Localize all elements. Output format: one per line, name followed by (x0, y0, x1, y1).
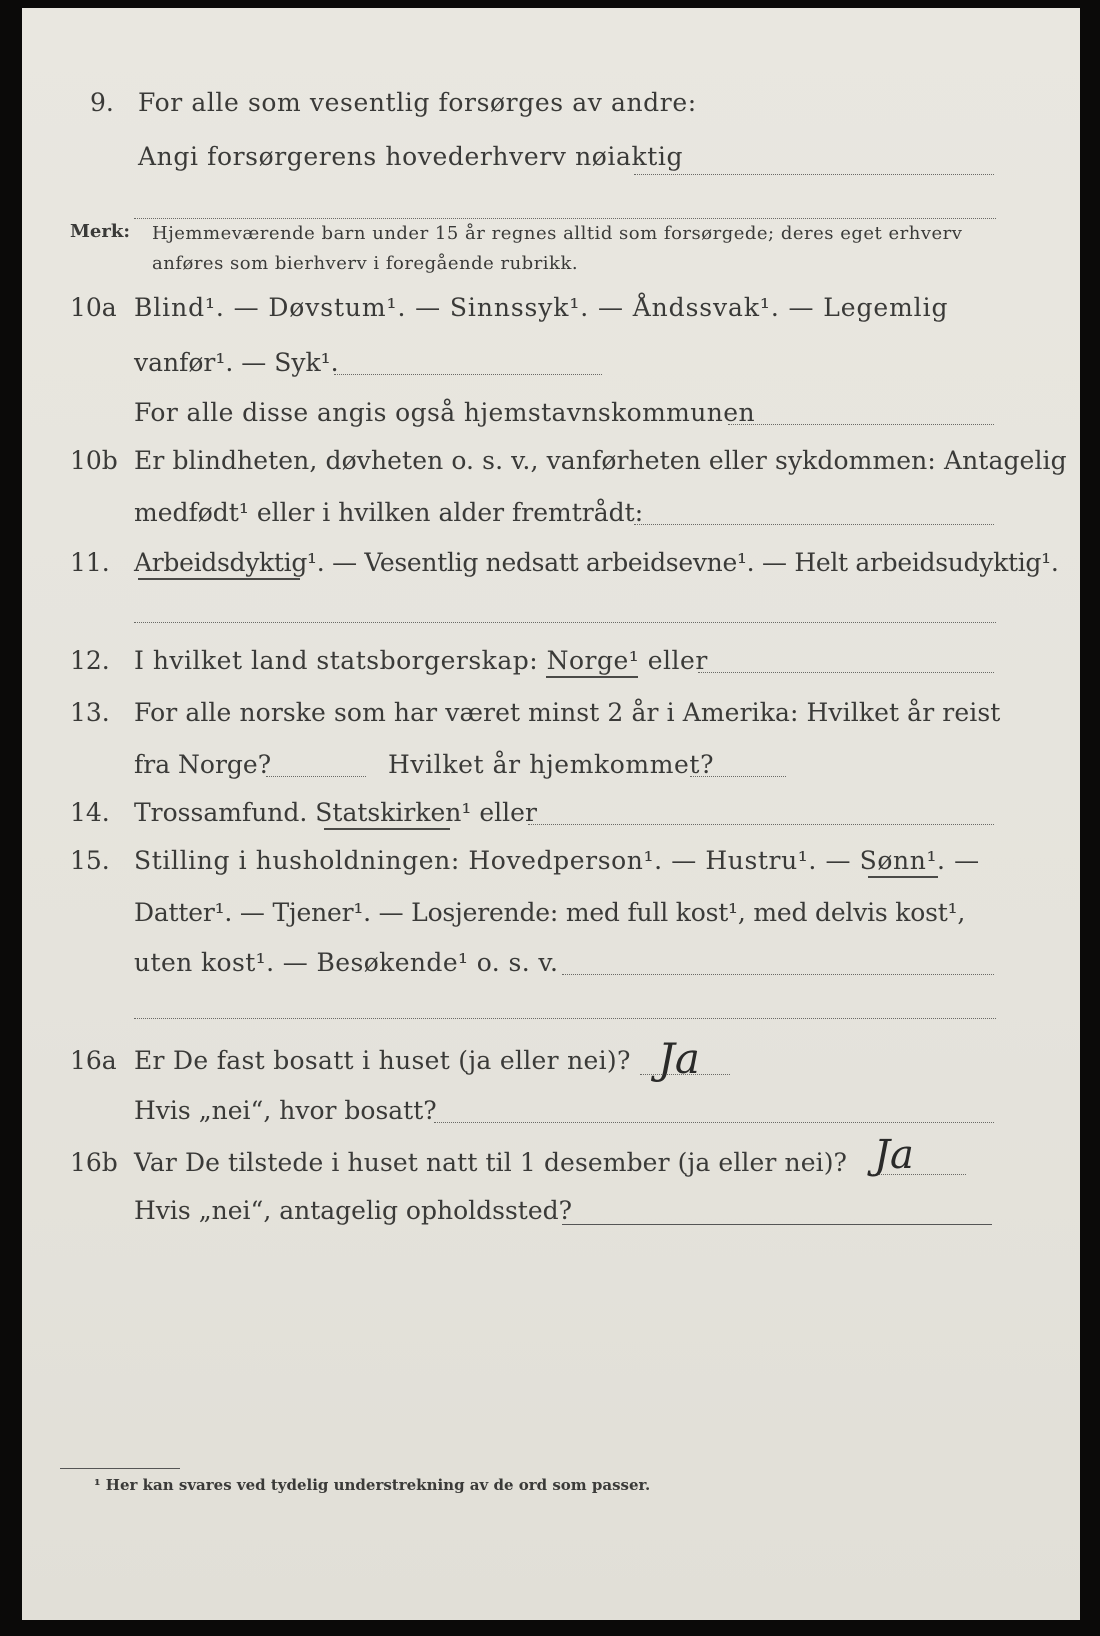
q15-line3: uten kost¹. — Besøkende¹ o. s. v. (134, 948, 559, 977)
merk-label: Merk: (70, 221, 130, 242)
footnote-text: ¹ Her kan svares ved tydelig understrekning av de ord som passer. (94, 1476, 651, 1494)
q16b-number: 16b (70, 1148, 118, 1177)
q10a-number: 10a (70, 293, 117, 322)
q13-line2a: fra Norge? (134, 750, 272, 779)
q11-arbeidsdyktig-underline (138, 578, 300, 580)
q10b-number: 10b (70, 446, 118, 475)
q15-line2: Datter¹. — Tjener¹. — Losjerende: med full kost¹, med delvis kost¹, (134, 898, 966, 927)
q15-number: 15. (70, 846, 110, 875)
q10a-line3: For alle disse angis også hjemstavnskommunen (134, 398, 755, 427)
q11-line1: Arbeidsdyktig¹. — Vesentlig nedsatt arbeidsevne¹. — Helt arbeidsudyktig¹. (134, 548, 1059, 577)
q9-extra-line[interactable] (134, 218, 996, 219)
q14-answer-field[interactable] (528, 824, 994, 825)
q14-statskirken-underline (324, 828, 450, 830)
q15-extra-line[interactable] (134, 1018, 996, 1019)
q10a-line1: Blind¹. — Døvstum¹. — Sinnssyk¹. — Åndssvak¹. — Legemlig (134, 293, 949, 322)
q9-line1: For alle som vesentlig forsørges av andre: (138, 88, 697, 117)
q10b-line1: Er blindheten, døvheten o. s. v., vanførheten eller sykdommen: Antagelig (134, 446, 1067, 475)
merk-line2: anføres som bierhverv i foregående rubrikk. (152, 253, 579, 274)
q15-sonn-underline (868, 876, 938, 878)
q14-number: 14. (70, 798, 110, 827)
q10a-line2: vanfør¹. — Syk¹. (134, 348, 339, 377)
q12-norge-underline (546, 676, 638, 678)
q16a-line1: Er De fast bosatt i huset (ja eller nei)? (134, 1046, 631, 1075)
merk-line1: Hjemmeværende barn under 15 år regnes alltid som forsørgede; deres eget erhverv (152, 223, 963, 244)
q12-answer-field[interactable] (698, 672, 994, 673)
q11-number: 11. (70, 548, 110, 577)
q9-answer-field[interactable] (634, 174, 994, 175)
q9-number: 9. (90, 88, 114, 117)
q13-line2b: Hvilket år hjemkommet? (388, 750, 715, 779)
q15-line1: Stilling i husholdningen: Hovedperson¹. — Hustru¹. — Sønn¹. — (134, 846, 980, 875)
q16a-line2: Hvis „nei“, hvor bosatt? (134, 1096, 437, 1125)
q13-number: 13. (70, 698, 110, 727)
census-form-page (22, 8, 1080, 1620)
q10b-line2: medfødt¹ eller i hvilken alder fremtrådt: (134, 498, 644, 527)
q16a-handwritten-answer: Ja (658, 1034, 700, 1083)
q10b-alder-field[interactable] (634, 524, 994, 525)
q15-answer-field[interactable] (562, 974, 994, 975)
q16a-number: 16a (70, 1046, 117, 1075)
q9-line2: Angi forsørgerens hovederhverv nøiaktig (138, 142, 684, 171)
q13-line1: For alle norske som har været minst 2 år i Amerika: Hvilket år reist (134, 698, 1001, 727)
q14-line1: Trossamfund. Statskirken¹ eller (134, 798, 537, 827)
q12-line1: I hvilket land statsborgerskap: Norge¹ eller (134, 646, 708, 675)
q16a-bosatt-field[interactable] (434, 1122, 994, 1123)
q12-number: 12. (70, 646, 110, 675)
q13-reist-field[interactable] (266, 776, 366, 777)
q13-hjemkommet-field[interactable] (690, 776, 786, 777)
q16b-handwritten-answer: Ja (874, 1132, 914, 1178)
footnote-divider (60, 1468, 180, 1469)
q16b-line1: Var De tilstede i huset natt til 1 desember (ja eller nei)? (134, 1148, 848, 1177)
q10a-syk-field[interactable] (334, 374, 602, 375)
q11-extra-line[interactable] (134, 622, 996, 623)
q16b-opholdssted-field[interactable] (562, 1224, 992, 1225)
q16b-line2: Hvis „nei“, antagelig opholdssted? (134, 1196, 573, 1225)
q10a-hjemstavn-field[interactable] (728, 424, 994, 425)
